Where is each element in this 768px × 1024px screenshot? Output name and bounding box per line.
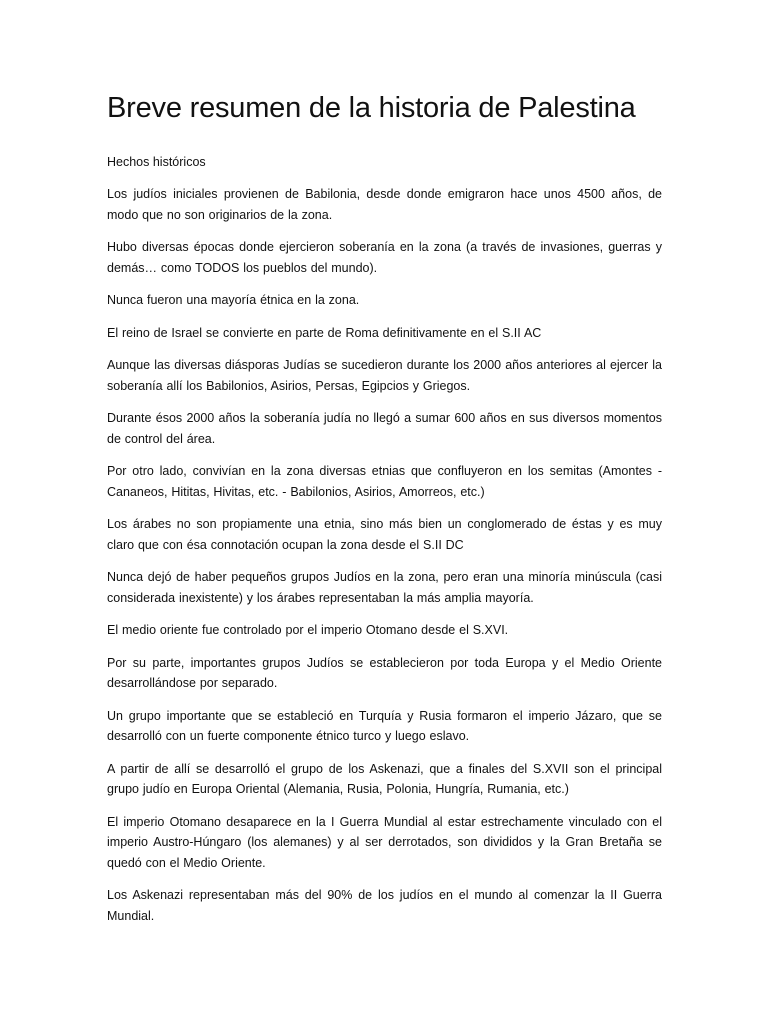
paragraph: Los árabes no son propiamente una etnia, sino más bien un conglomerado de éstas y es muy claro que con ésa connotación ocupan la zona desde el S.II DC: [107, 517, 662, 552]
paragraph: El imperio Otomano desaparece en la I Guerra Mundial al estar estrechamente vinculado con el imperio Austro-Húngaro (los alemanes) y al ser derrotados, son divididos y la Gran Bretaña se quedó con el Medio Oriente.: [107, 814, 662, 870]
paragraph: Hubo diversas épocas donde ejercieron soberanía en la zona (a través de invasiones, guerras y demás… como TODOS los pueblos del mundo).: [107, 240, 662, 275]
paragraph: Un grupo importante que se estableció en Turquía y Rusia formaron el imperio Jázaro, que se desarrolló con un fuerte componente étnico turco y luego eslavo.: [107, 708, 662, 743]
page-title: Breve resumen de la historia de Palestina: [107, 92, 636, 124]
paragraph: El reino de Israel se convierte en parte de Roma definitivamente en el S.II AC: [107, 325, 542, 340]
paragraph: Nunca dejó de haber pequeños grupos Judíos en la zona, pero eran una minoría minúscula (casi considerada inexistente) y los árabes representaban la más amplia mayoría.: [107, 570, 662, 605]
section-heading: Hechos históricos: [107, 155, 206, 169]
paragraph: Durante ésos 2000 años la soberanía judía no llegó a sumar 600 años en sus diversos momentos de control del área.: [107, 411, 662, 446]
paragraph: Aunque las diversas diásporas Judías se sucedieron durante los 2000 años anteriores al ejercer la soberanía allí los Babilonios, Asirios, Persas, Egipcios y Griegos.: [107, 358, 662, 393]
paragraph: A partir de allí se desarrolló el grupo de los Askenazi, que a finales del S.XVII son el principal grupo judío en Europa Oriental (Alemania, Rusia, Polonia, Hungría, Rumania, etc.): [107, 761, 662, 796]
paragraph: Por su parte, importantes grupos Judíos se establecieron por toda Europa y el Medio Oriente desarrollándose por separado.: [107, 655, 662, 690]
paragraph: Los judíos iniciales provienen de Babilonia, desde donde emigraron hace unos 4500 años, de modo que no son originarios de la zona.: [107, 187, 662, 222]
paragraph: Por otro lado, convivían en la zona diversas etnias que confluyeron en los semitas (Amontes - Cananeos, Hititas, Hivitas, etc. - Babilonios, Asirios, Amorreos, etc.): [107, 464, 662, 499]
paragraph: Los Askenazi representaban más del 90% de los judíos en el mundo al comenzar la II Guerra Mundial.: [107, 888, 662, 923]
paragraph: El medio oriente fue controlado por el imperio Otomano desde el S.XVI.: [107, 623, 509, 637]
paragraph: Nunca fueron una mayoría étnica en la zona.: [107, 293, 360, 307]
